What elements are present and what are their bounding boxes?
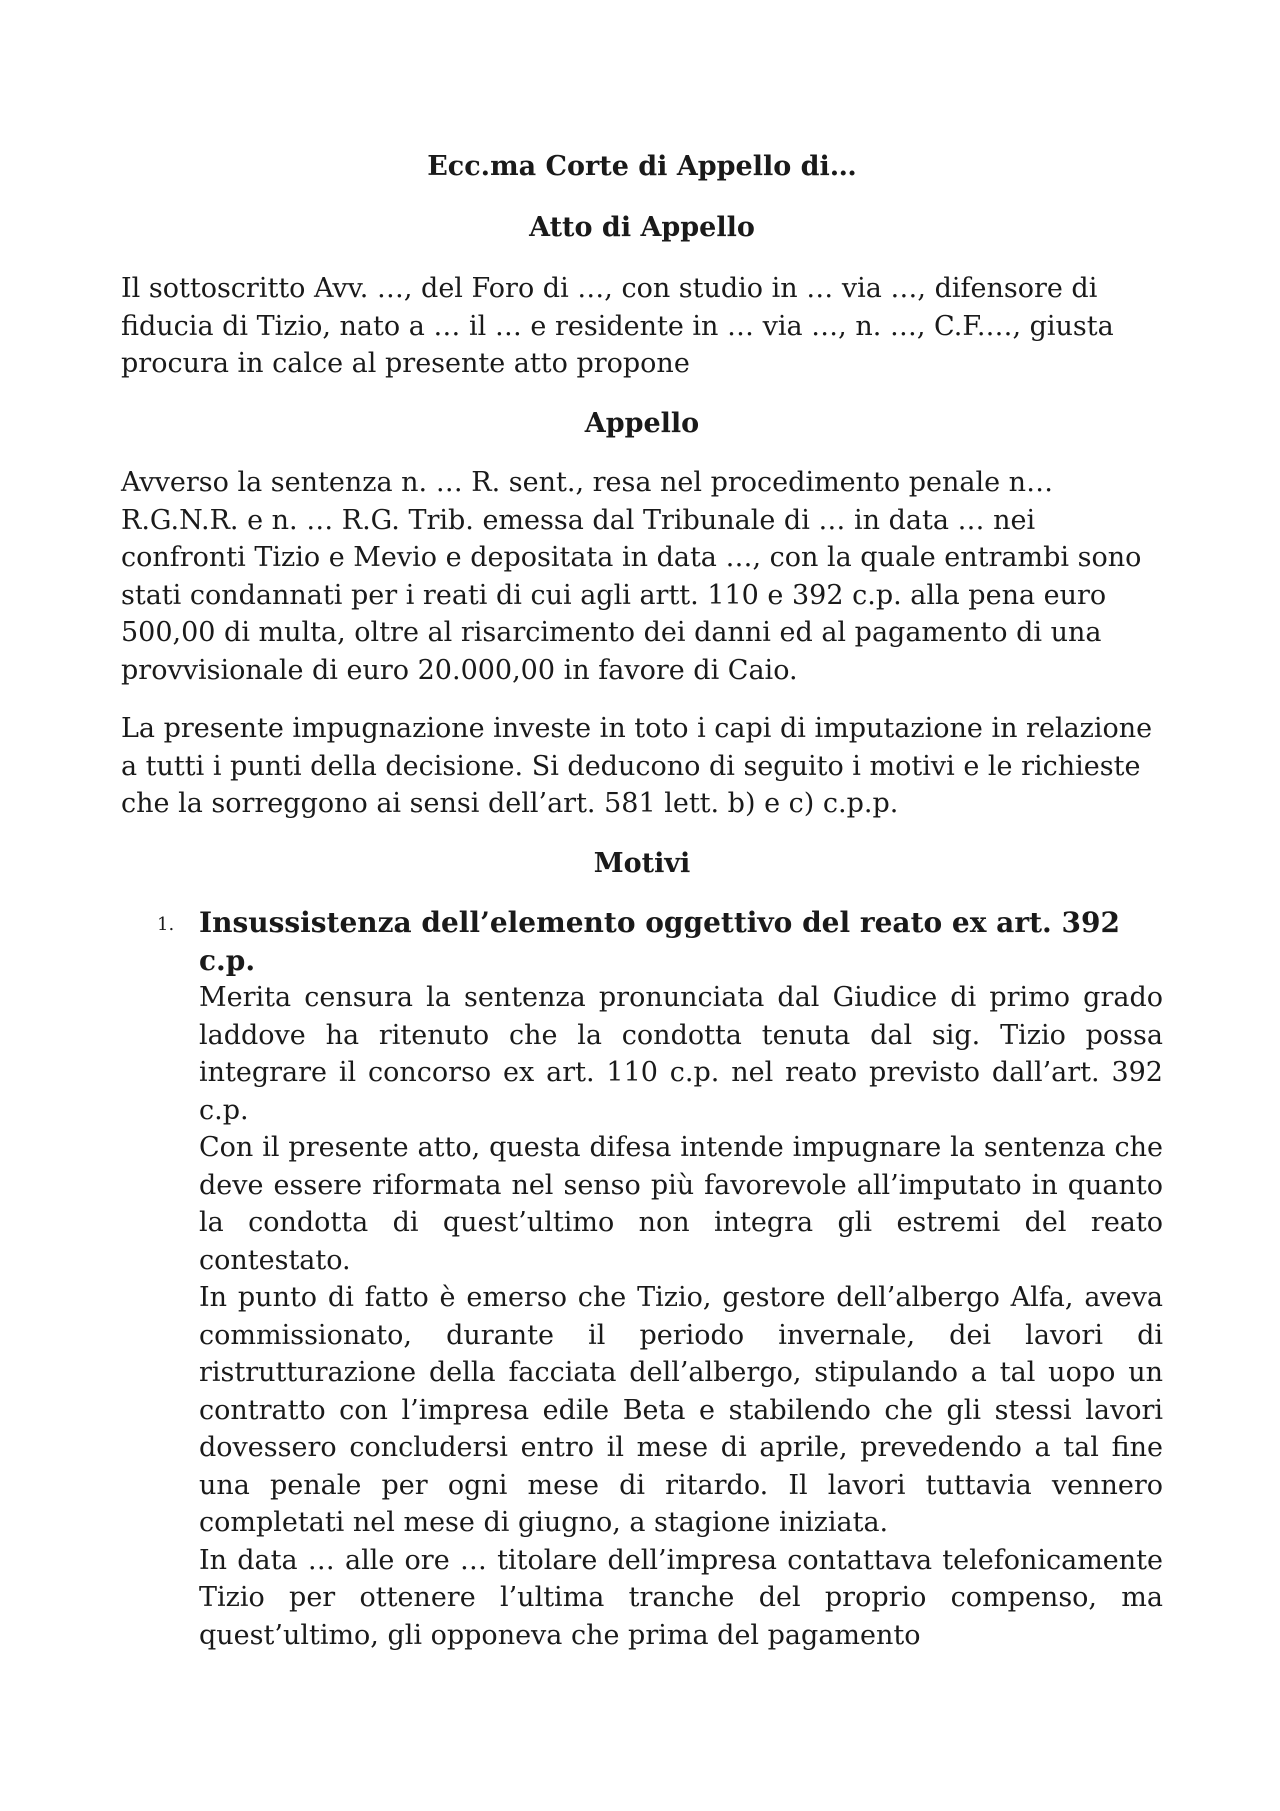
motivo-item xyxy=(121,904,1163,1654)
motivi-heading: Motivi xyxy=(593,847,691,879)
motivi-list xyxy=(121,904,1163,1654)
intro-paragraph: Il sottoscritto Avv. …, del Foro di …, con studio in … via …, difensore di fiducia di Tizio, nato a … il … e residente in … via …, n. …, C.F.…, giusta procura in calce al presente atto propone xyxy=(121,273,1114,379)
motivo-number: 1. xyxy=(157,914,175,935)
act-title: Atto di Appello xyxy=(529,211,755,243)
appello-heading: Appello xyxy=(584,407,700,439)
motivo-paragraph-3: In punto di fatto è emerso che Tizio, gestore dell’albergo Alfa, aveva commissionato, durante il periodo invernale, dei lavori di ristrutturazione della facciata dell’albergo, stipulando a tal uopo un contratto con l’impresa edile Beta e stabilendo che gli stessi lavori dovessero concludersi entro il mese di aprile, prevedendo a tal fine una penale per ogni mese di ritardo. Il lavori tuttavia vennero completati nel mese di giugno, a stagione iniziata. xyxy=(199,1282,1163,1538)
court-heading: Ecc.ma Corte di Appello di… xyxy=(427,151,857,182)
motivo-paragraph-2: Con il presente atto, questa difesa intende impugnare la sentenza che deve essere riformata nel senso più favorevole all’imputato in quanto la condotta di quest’ultimo non integra gli estremi del reato contestato. xyxy=(199,1132,1163,1276)
appello-paragraph-2: La presente impugnazione investe in toto i capi di imputazione in relazione a tutti i punti della decisione. Si deducono di seguito i motivi e le richieste che la sorreggono ai sensi dell’art. 581 lett. b) e c) c.p.p. xyxy=(121,713,1153,819)
appello-paragraph-1: Avverso la sentenza n. … R. sent., resa nel procedimento penale n… R.G.N.R. e n. … R.G. Trib. emessa dal Tribunale di … in data … nei confronti Tizio e Mevio e depositata in data …, con la quale entrambi sono stati condannati per i reati di cui agli artt. 110 e 392 c.p. alla pena euro 500,00 di multa, oltre al risarcimento dei danni ed al pagamento di una provvisionale di euro 20.000,00 in favore di Caio. xyxy=(121,467,1142,686)
motivo-paragraph-1: Merita censura la sentenza pronunciata dal Giudice di primo grado laddove ha ritenuto che la condotta tenuta dal sig. Tizio possa integrare il concorso ex art. 110 c.p. nel reato previsto dall’art. 392 c.p. xyxy=(199,982,1163,1126)
motivo-paragraph-4: In data … alle ore … titolare dell’impresa contattava telefonicamente Tizio per ottenere l’ultima tranche del proprio compenso, ma quest’ultimo, gli opponeva che prima del pagamento xyxy=(199,1544,1163,1651)
document-body xyxy=(121,148,1163,1654)
motivo-title: Insussistenza dell’elemento oggettivo del reato ex art. 392 c.p. xyxy=(199,906,1120,977)
